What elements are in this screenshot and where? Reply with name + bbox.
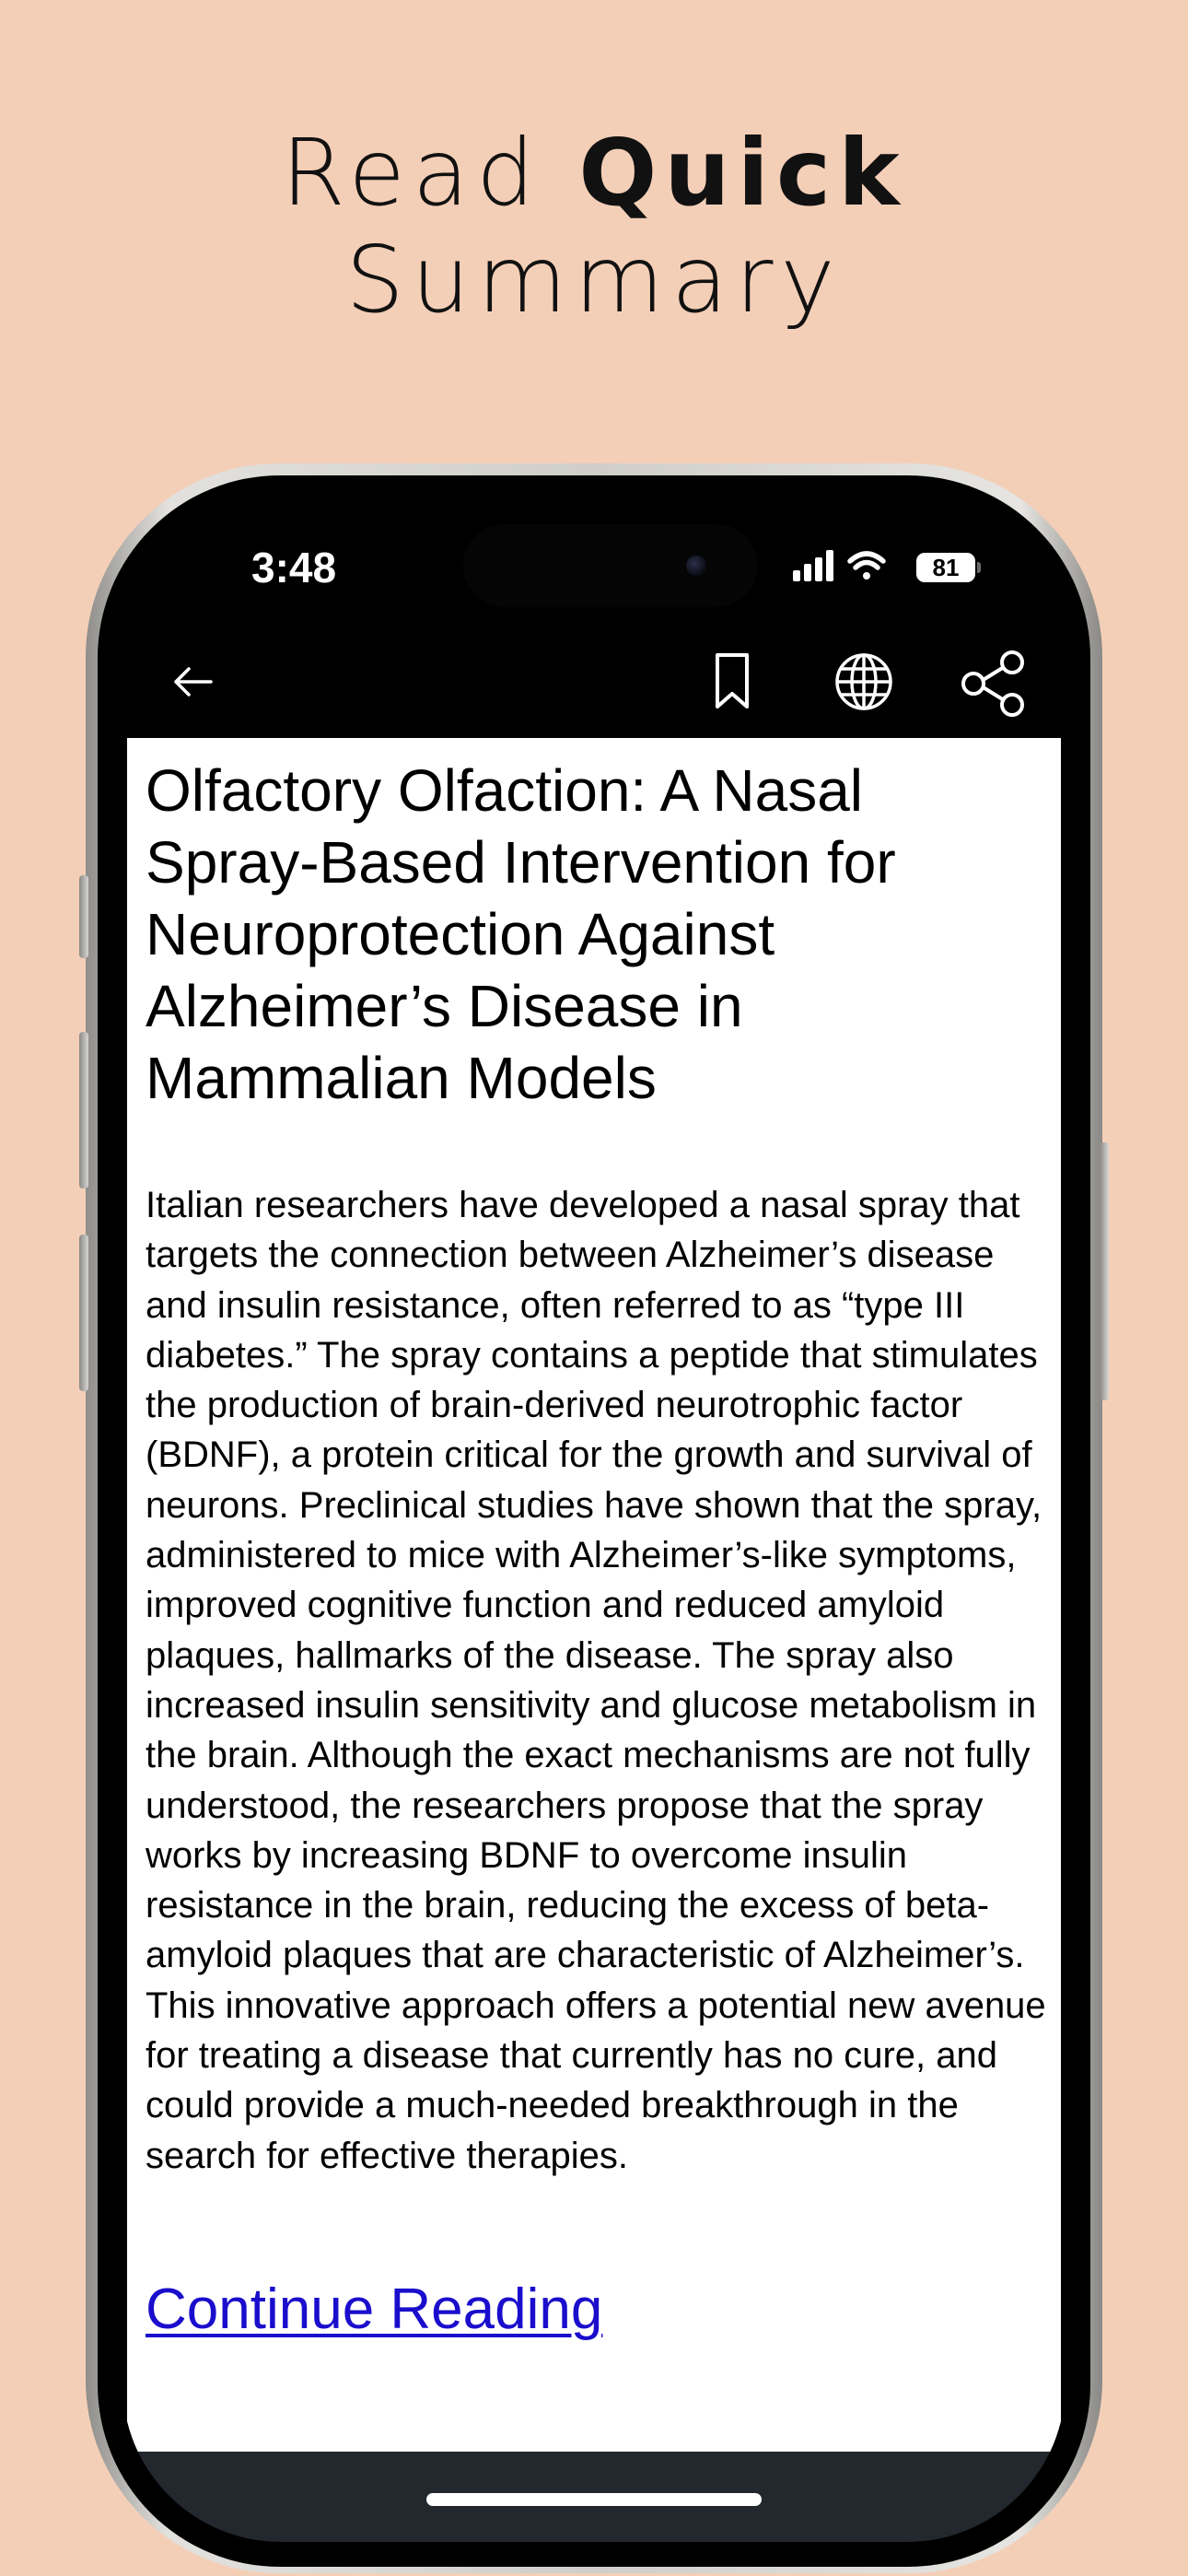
action-button	[79, 875, 88, 958]
front-camera	[686, 556, 706, 576]
article-content	[127, 738, 1061, 2452]
power-button	[1100, 1142, 1109, 1400]
bookmark-icon[interactable]	[712, 651, 752, 712]
back-arrow-icon[interactable]	[170, 659, 216, 705]
share-icon[interactable]	[959, 650, 1027, 718]
phone-screen	[122, 500, 1066, 2542]
status-icons	[793, 548, 913, 585]
article-body: Italian researchers have developed a nasal spray that targets the connection between Alzheimer’s disease and insulin resistance, often referred to as “type III diabetes.” The spray contains a peptide that stimulates the production of brain-derived neurotrophic factor (BDNF), a protein critical for the growth and survival of neurons. Preclinical studies have shown that the spray, administered to mice with Alzheimer’s-like symptoms, improved cognitive function and reduced amyloid plaques, hallmarks of the disease. The spray also increased insulin sensitivity and glucose metabolism in the brain. Although the exact mechanisms are not fully understood, the researchers propose that the spray works by increasing BDNF to overcome insulin resistance in the brain, reducing the excess of beta-amyloid plaques that are characteristic of Alzheimer’s. This innovative approach offers a potential new avenue for treating a disease that currently has no cure, and could provide a much-needed breakthrough in the search for effective therapies.	[146, 1185, 1046, 2176]
headline-regular-word: Read	[281, 119, 542, 227]
home-indicator[interactable]	[426, 2493, 762, 2506]
marketing-headline	[0, 120, 1188, 334]
status-time: 3:48	[251, 544, 337, 591]
battery-icon: 81	[916, 553, 975, 582]
volume-up-button	[79, 1032, 88, 1188]
headline-line-2: Summary	[345, 226, 843, 334]
signal-icon	[793, 550, 833, 581]
continue-reading-link[interactable]: Continue Reading	[146, 2277, 603, 2341]
headline-line-1	[0, 120, 1188, 227]
dynamic-island	[463, 524, 758, 607]
headline-bold-word: Quick	[578, 119, 907, 227]
volume-down-button	[79, 1235, 88, 1391]
globe-icon[interactable]	[833, 651, 894, 712]
wifi-icon	[850, 554, 883, 580]
battery-nub	[977, 562, 981, 573]
article-title: Olfactory Olfaction: A Nasal Spray-Based Intervention for Neuroprotection Against Alzheimer’s Disease in Mammalian Models	[146, 757, 896, 1111]
